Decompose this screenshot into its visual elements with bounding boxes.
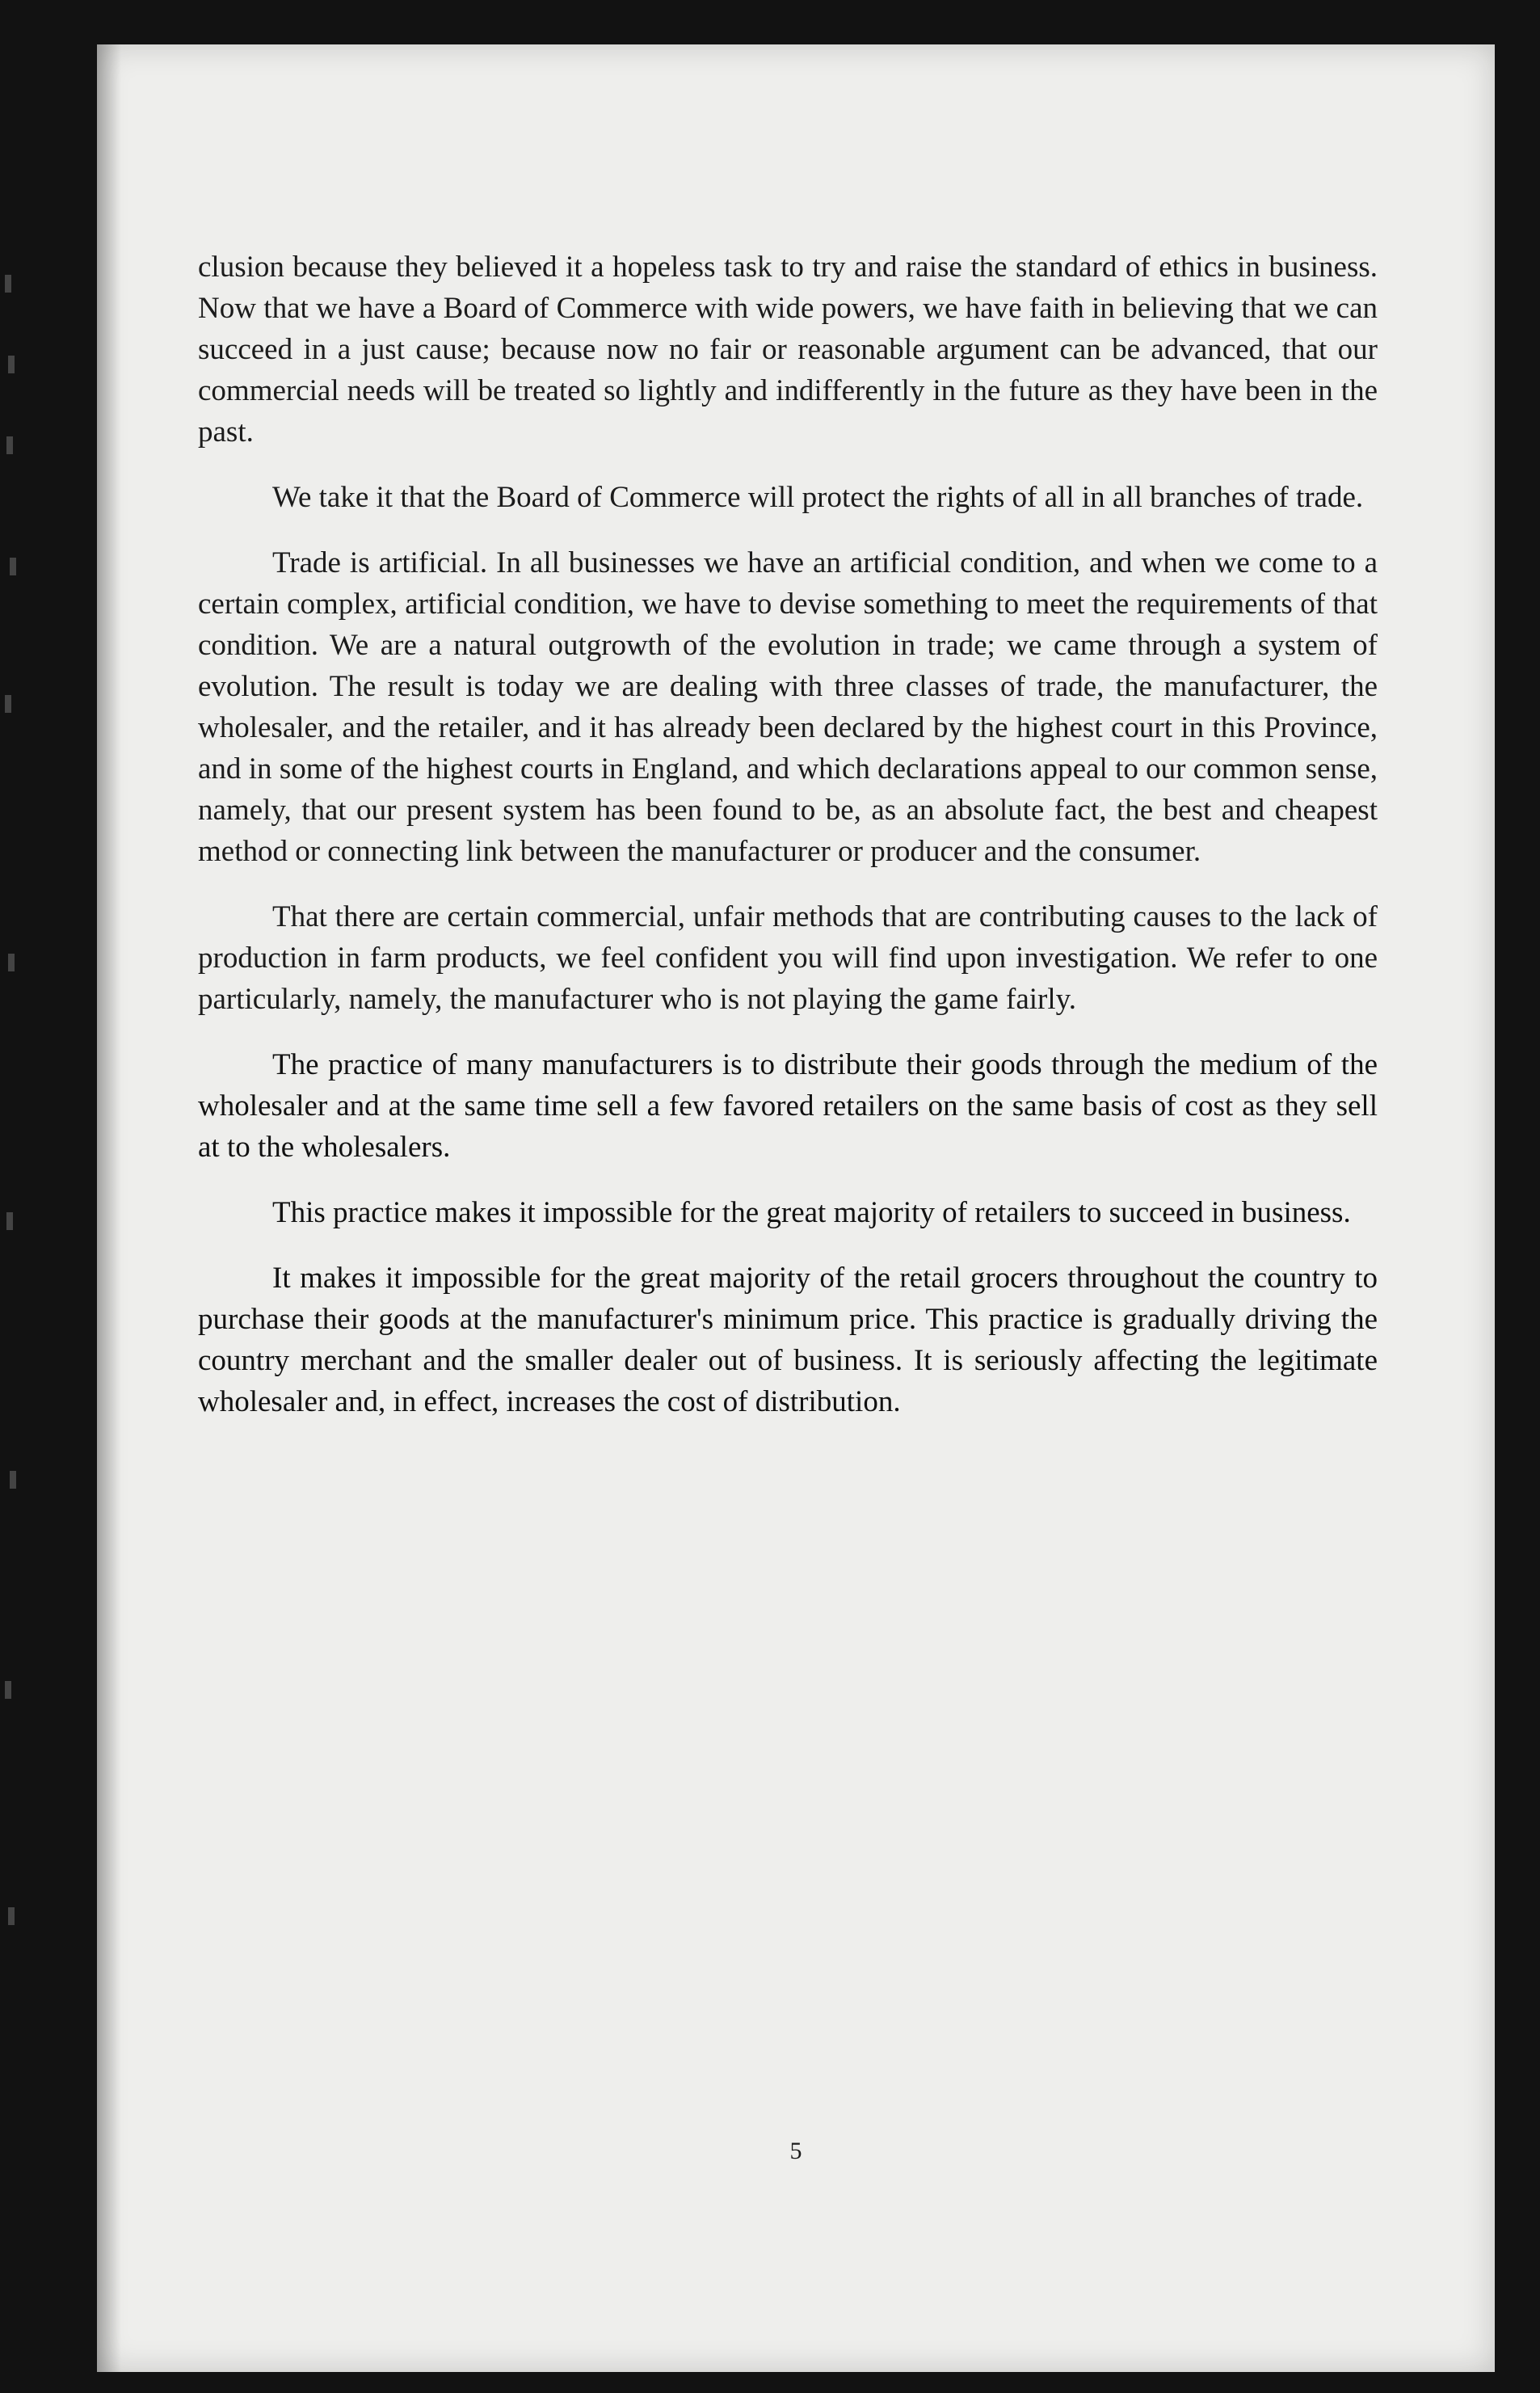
paragraph: Trade is artificial. In all businesses we have an artificial condition, and when we come to a certain complex, artificial condition, we have to devise something to meet the requirements of that condition. We are a natural outgrowth of the evolution in trade; we came through a system of evolution. The result is today we are dealing with three classes of trade, the manufacturer, the wholesaler, and the retailer, and it has already been declared by the highest court in this Province, and in some of the highest courts in England, and which declarations appeal to our common sense, namely, that our present system has been found to be, as an absolute fact, the best and cheapest method or connecting link between the manufacturer or producer and the consumer. bbox=[198, 546, 1378, 868]
paragraph: clusion because they believed it a hopeless task to try and raise the standard of ethics in business. Now that we have a Board of Commerce with wide powers, we have faith in believing that we can succeed in a just cause; because now no fair or reasonable argument can be advanced, that our commercial needs will be treated so lightly and indifferently in the future as they have been in the past. bbox=[198, 251, 1378, 449]
edge-mark bbox=[8, 356, 15, 373]
paragraph: This practice makes it impossible for the great majority of retailers to succeed in business. bbox=[272, 1196, 1351, 1229]
adjacent-page-edge bbox=[0, 242, 57, 2101]
paragraph: That there are certain commercial, unfair methods that are contributing causes to the lack of production in farm products, we feel confident you will find upon investigation. We refer to one particularly, namely, the manufacturer who is not playing the game fairly. bbox=[198, 900, 1378, 1016]
edge-mark bbox=[10, 1471, 16, 1489]
edge-mark bbox=[6, 436, 13, 454]
body-text bbox=[198, 246, 1378, 1447]
edge-mark bbox=[8, 1907, 15, 1925]
paragraph: It makes it impossible for the great majority of the retail grocers throughout the country to purchase their goods at the manufacturer's minimum price. This practice is gradually driving the country merchant and the smaller dealer out of business. It is seriously affecting the legitimate wholesaler and, in effect, increases the cost of distribution. bbox=[198, 1262, 1378, 1418]
edge-mark bbox=[6, 1212, 13, 1230]
paragraph: We take it that the Board of Commerce will protect the rights of all in all branches of trade. bbox=[272, 481, 1364, 514]
page-number: 5 bbox=[789, 2138, 802, 2164]
edge-mark bbox=[10, 558, 16, 575]
paragraph: The practice of many manufacturers is to distribute their goods through the medium of the wholesaler and at the same time sell a few favored retailers on the same basis of cost as they sell at to the wholesalers. bbox=[198, 1048, 1378, 1164]
edge-mark bbox=[5, 275, 11, 293]
document-page bbox=[97, 44, 1495, 2372]
edge-mark bbox=[5, 695, 11, 713]
edge-mark bbox=[5, 1681, 11, 1699]
edge-mark bbox=[8, 954, 15, 971]
